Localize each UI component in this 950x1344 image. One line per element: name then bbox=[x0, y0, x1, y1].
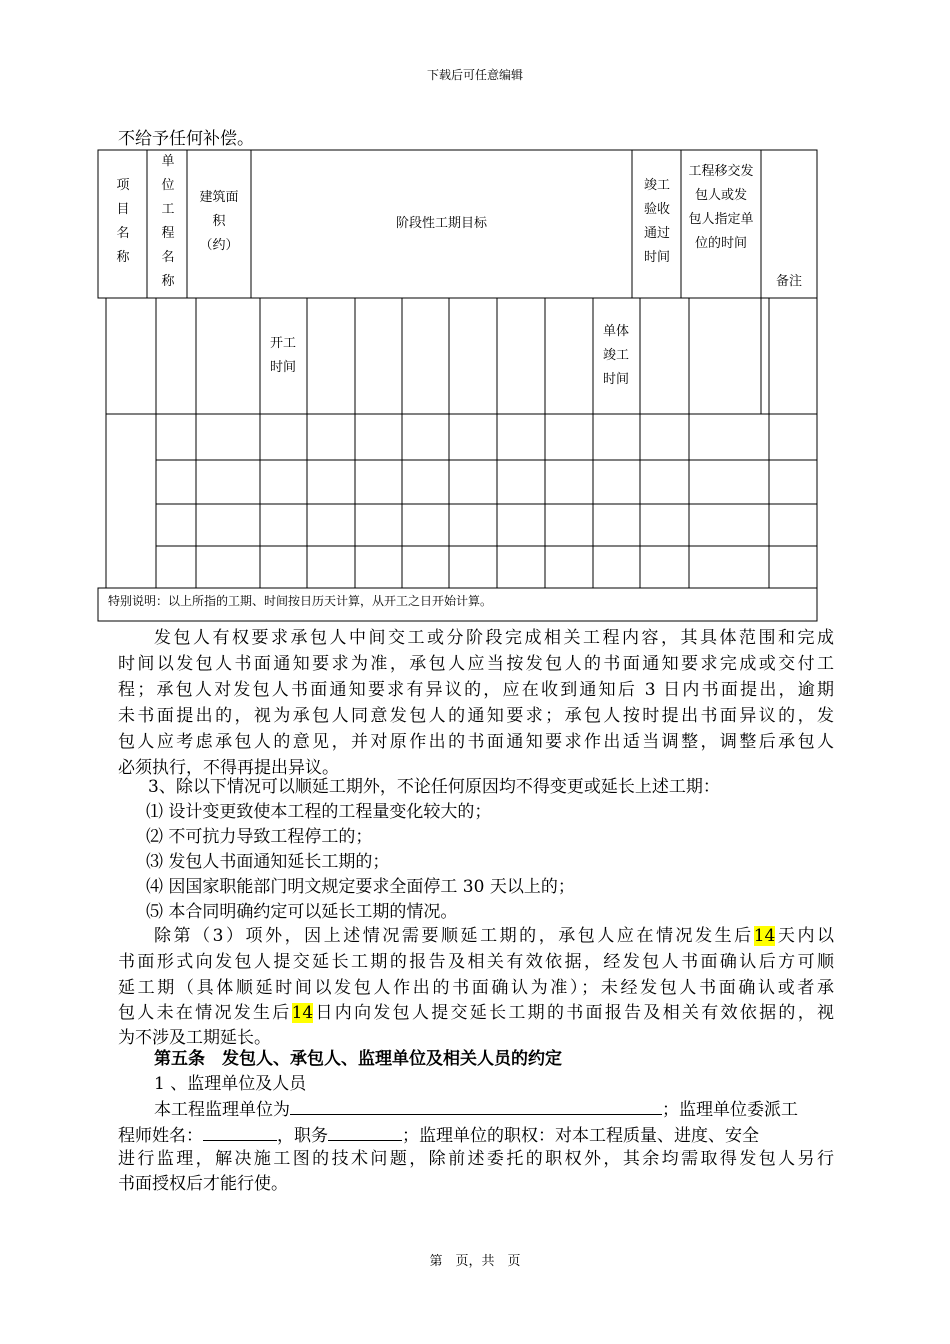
para1-line1: 发包人有权要求承包人中间交工或分阶段完成相关工程内容，其具体范围和完成 bbox=[154, 628, 834, 648]
para3-text: ；监理单位委派工 bbox=[662, 1100, 798, 1120]
para1-line5: 包人应考虑承包人的意见，并对原作出的书面通知要求作出适当调整，调整后承包人 bbox=[118, 732, 834, 752]
header-building-area: 建筑面 积 （约） bbox=[199, 190, 239, 253]
header-single-completion: 单体 竣工 时间 bbox=[602, 324, 629, 387]
supervisor-unit-blank[interactable] bbox=[290, 1098, 662, 1115]
para3-line2 bbox=[118, 1124, 759, 1147]
para1-line4: 未书面提出的，视为承包人同意发包人的通知要求；承包人按时提出书面异议的，发 bbox=[118, 706, 834, 726]
para1-line3: 程；承包人对发包人书面通知要求有异议的，应在收到通知后 3 日内书面提出，逾期 bbox=[118, 680, 834, 700]
para2-line5: 为不涉及工期延长。 bbox=[118, 1028, 271, 1048]
header-unit-name: 单 位 工 程 名 称 bbox=[161, 154, 175, 289]
para2-line3: 延工期（具体顺延时间以发包人作出的书面确认为准）；未经发包人书面确认或者承 bbox=[118, 978, 834, 998]
schedule-table bbox=[0, 0, 950, 640]
page-footer: 第 页，共 页 bbox=[429, 1254, 521, 1269]
position-blank[interactable] bbox=[328, 1124, 402, 1141]
para2-text: 包人未在情况发生后 bbox=[118, 1003, 292, 1023]
item-3: ⑶ 发包人书面通知延长工期的； bbox=[146, 852, 390, 872]
page-header: 下载后可任意编辑 bbox=[426, 68, 523, 82]
para2-text: 除第（3）项外，因上述情况需要顺延工期的，承包人应在情况发生后 bbox=[154, 926, 754, 946]
header-item-name: 项 目 名 称 bbox=[116, 178, 130, 265]
section-1-title: 1 、监理单位及人员 bbox=[154, 1074, 307, 1094]
item-5: ⑸ 本合同明确约定可以延长工期的情况。 bbox=[146, 902, 458, 922]
para2-text: 日内向发包人提交延长工期的书面报告及相关有效依据的，视 bbox=[313, 1003, 835, 1023]
header-acceptance-time: 竣工 验收 通过 时间 bbox=[643, 178, 670, 265]
clause-3: 3、除以下情况可以顺延工期外，不论任何原因均不得变更或延长上述工期： bbox=[148, 777, 720, 797]
engineer-name-blank[interactable] bbox=[203, 1124, 277, 1141]
para3-text: ；监理单位的职权：对本工程质量、进度、安全 bbox=[402, 1126, 759, 1146]
para3-text: ，职务 bbox=[277, 1126, 328, 1146]
para2-line4 bbox=[118, 1000, 834, 1026]
para3-line4: 书面授权后才能行使。 bbox=[118, 1174, 288, 1194]
para2-line1 bbox=[118, 923, 834, 949]
item-1: ⑴ 设计变更致使本工程的工程量变化较大的； bbox=[146, 802, 492, 822]
para3-line1 bbox=[154, 1098, 834, 1121]
item-2: ⑵ 不可抗力导致工程停工的； bbox=[146, 827, 373, 847]
para1-line2: 时间以发包人书面通知要求为准，承包人应当按发包人的书面通知要求完成或交付工 bbox=[118, 654, 834, 674]
header-remark: 备注 bbox=[775, 274, 802, 289]
intro-text: 不给予任何补偿。 bbox=[118, 129, 254, 149]
para3-text: 程师姓名： bbox=[118, 1126, 203, 1146]
header-stage-target: 阶段性工期目标 bbox=[395, 216, 487, 231]
article-5-title: 第五条 发包人、承包人、监理单位及相关人员的约定 bbox=[154, 1049, 562, 1069]
days-highlight: 14 bbox=[753, 926, 776, 946]
header-transfer-time: 工程移交发 包人或发 包人指定单 位的时间 bbox=[688, 164, 754, 251]
item-4: ⑷ 因国家职能部门明文规定要求全面停工 30 天以上的； bbox=[146, 877, 575, 897]
para2-text: 天内以 bbox=[775, 926, 834, 946]
header-start-time: 开工 时间 bbox=[269, 336, 296, 375]
para1-line6: 必须执行，不得再提出异议。 bbox=[118, 758, 339, 778]
para3-text: 本工程监理单位为 bbox=[154, 1100, 290, 1120]
table-note: 特别说明：以上所指的工期、时间按日历天计算，从开工之日开始计算。 bbox=[108, 594, 493, 608]
para3-line3: 进行监理，解决施工图的技术问题，除前述委托的职权外，其余均需取得发包人另行 bbox=[118, 1149, 834, 1169]
para2-line2: 书面形式向发包人提交延长工期的报告及相关有效依据，经发包人书面确认后方可顺 bbox=[118, 952, 834, 972]
days-highlight: 14 bbox=[291, 1003, 314, 1023]
